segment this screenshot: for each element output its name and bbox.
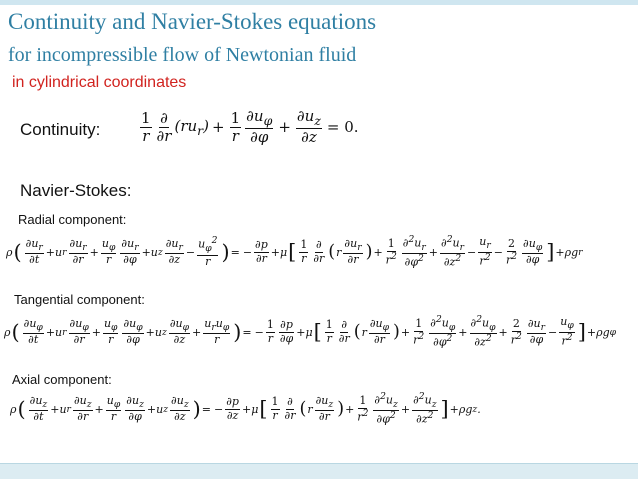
slide-title: Continuity and Navier-Stokes equations xyxy=(8,9,377,34)
axial-equation: ρ ( $\frac{\partial u_z}{\partial t}$ + u r $\frac{\partial u_z}{\partial r}$ + $\frac{u_\varphi}{r}$ $\frac{\partial u_z}{\partial\varphi}$ + u z $\frac{\partial u_z}{\partial z}$ ) = − $\frac{\partial p}{\partial z}$ + μ [ $\frac{1}{r}$ $\frac{\partial}{\partial r}$ ( r $\frac{\partial u_z}{\partial r}$ ) + $\frac{1}{r^2}$ $\frac{\partial^2u_z}{\partial\varphi^2}$ + $\frac{\partial^2u_z}{\partial z^2}$ ] + ρg z . xyxy=(10,391,481,427)
radial-component-label: Radial component: xyxy=(18,212,127,227)
tangential-equation: ρ ( $\frac{\partial u_\varphi}{\partial t}$ + u r $\frac{\partial u_\varphi}{\partial r}$ + $\frac{u_\varphi}{r}$ $\frac{\partial u_\varphi}{\partial\varphi}$ + u z $\frac{\partial u_\varphi}{\partial z}$ + $\frac{u_ru_\varphi}{r}$ ) = − $\frac{1}{r}$ $\frac{\partial p}{\partial\varphi}$ + μ [ $\frac{1}{r}$ $\frac{\partial}{\partial r}$ ( r $\frac{\partial u_\varphi}{\partial r}$ ) + $\frac{1}{r^2}$ $\frac{\partial^2u_\varphi}{\partial\varphi^2}$ + $\frac{\partial^2u_\varphi}{\partial z^2}$ + $\frac{2}{r^2}$ $\frac{\partial u_r}{\partial\varphi}$ − $\frac{u_\varphi}{r^2}$ ] + ρg φ xyxy=(4,314,617,350)
top-accent-bar xyxy=(0,0,638,5)
tangential-component-label: Tangential component: xyxy=(14,292,145,307)
radial-equation: ρ ( $\frac{\partial u_r}{\partial t}$ + u r $\frac{\partial u_r}{\partial r}$ + $\frac{u_\varphi}{r}$ $\frac{\partial u_r}{\partial\varphi}$ + u z $\frac{\partial u_r}{\partial z}$ − $\frac{u_\varphi^2}{r}$ ) = − $\frac{\partial p}{\partial r}$ + μ [ $\frac{1}{r}$ $\frac{\partial}{\partial r}$ ( r $\frac{\partial u_r}{\partial r}$ ) + $\frac{1}{r^2}$ $\frac{\partial^2u_r}{\partial\varphi^2}$ + $\frac{\partial^2u_r}{\partial z^2}$ − $\frac{u_r}{r^2}$ − $\frac{2}{r^2}$ $\frac{\partial u_\varphi}{\partial\varphi}$ ] + ρg r xyxy=(6,234,583,270)
continuity-label: Continuity: xyxy=(20,120,101,139)
continuity-equation: $\frac{1}{r}$ $\frac{\partial}{\partial r}$ $(ru_r)$ + $\frac{1}{r}$ $\frac{\partial u_\varphi}{\partial\varphi}$ + $\frac{\partial u_z}{\partial z}$ = 0. xyxy=(141,107,359,147)
axial-component-label: Axial component: xyxy=(12,372,112,387)
slide-subnote: in cylindrical coordinates xyxy=(12,74,187,91)
bottom-accent-bar xyxy=(0,464,638,479)
navier-stokes-label: Navier-Stokes: xyxy=(20,181,132,200)
slide-subtitle: for incompressible flow of Newtonian fluid xyxy=(8,44,357,66)
